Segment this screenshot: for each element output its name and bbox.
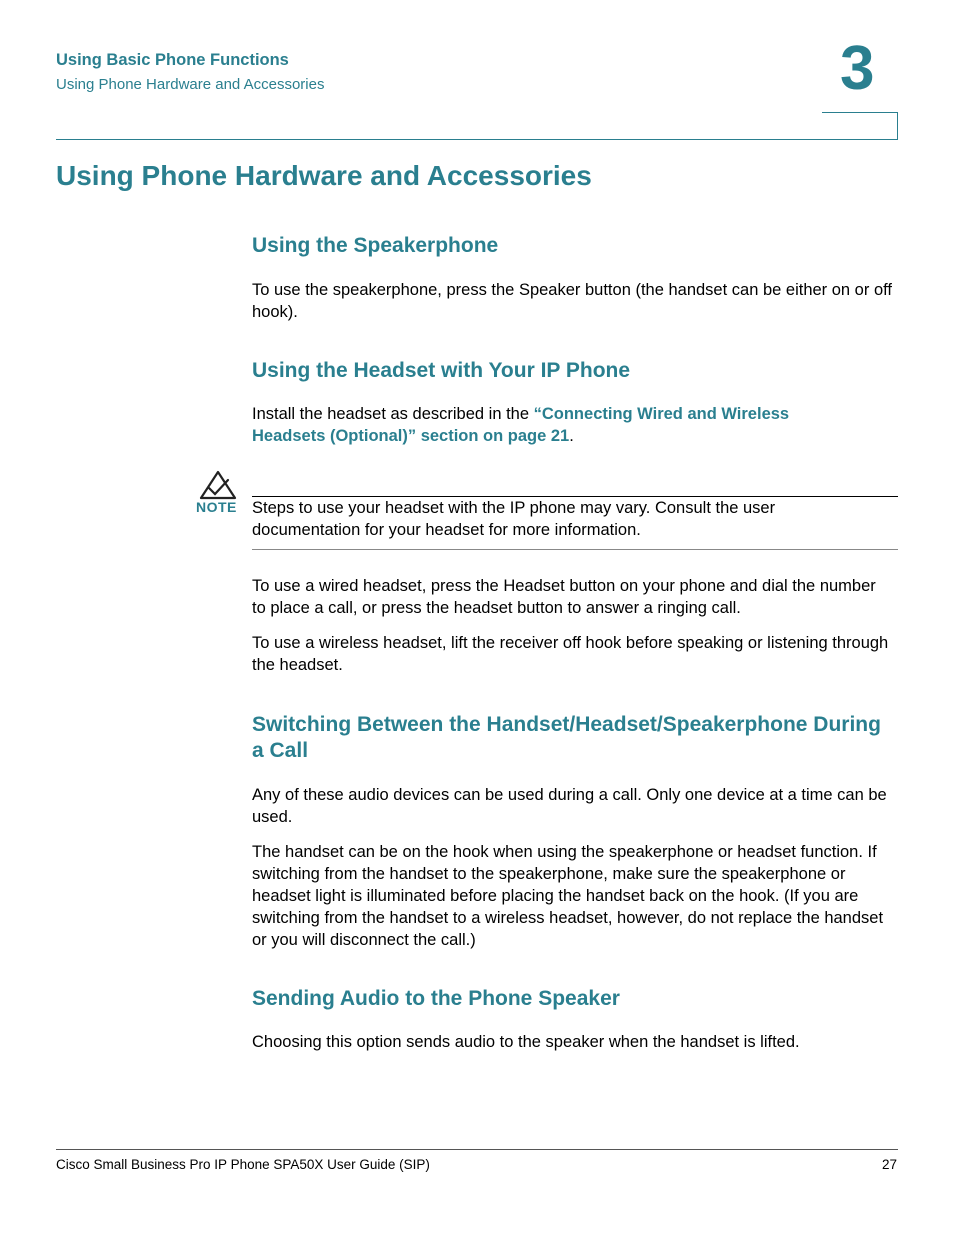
speaker-button-name: Speaker bbox=[518, 281, 581, 299]
chapter-number: 3 bbox=[840, 34, 875, 103]
heading-switching: Switching Between the Handset/Headset/Speakerphone During a Call bbox=[252, 713, 881, 762]
header-divider bbox=[56, 139, 898, 140]
heading-sending-audio: Sending Audio to the Phone Speaker bbox=[252, 987, 620, 1010]
paragraph-speakerphone: To use the speakerphone, press the Speaker button (the handset can be either on or off hook). bbox=[252, 281, 892, 321]
paragraph-switching-devices: Any of these audio devices can be used during a call. Only one device at a time can be used. bbox=[252, 786, 887, 826]
footer-guide-title: Cisco Small Business Pro IP Phone SPA50X User Guide (SIP) bbox=[56, 1157, 430, 1172]
page-title: Using Phone Hardware and Accessories bbox=[56, 160, 592, 191]
paragraph-wireless-headset: To use a wireless headset, lift the receiver off hook before speaking or listening through the headset. bbox=[252, 634, 889, 674]
chapter-tab-box bbox=[822, 112, 898, 140]
note-bottom-rule bbox=[252, 549, 898, 550]
paragraph-sending-audio: Choosing this option sends audio to the speaker when the handset is lifted. bbox=[252, 1033, 800, 1051]
running-header-section: Using Phone Hardware and Accessories bbox=[56, 76, 325, 93]
note-text: Steps to use your headset with the IP phone may vary. Consult the user documentation for your headset for more information. bbox=[252, 499, 776, 539]
paragraph-wired-headset: To use a wired headset, press the Headset button on your phone and dial the number to place a call, or press the headset button to answer a ringing call. bbox=[252, 577, 876, 617]
heading-speakerphone: Using the Speakerphone bbox=[252, 234, 499, 257]
footer-page-number: 27 bbox=[881, 1157, 897, 1172]
heading-headset: Using the Headset with Your IP Phone bbox=[252, 359, 631, 382]
footer-divider bbox=[56, 1149, 898, 1150]
cross-reference-link[interactable]: “Connecting Wired and Wireless Headsets (Optional)” section on page 21 bbox=[252, 405, 790, 445]
note-pencil-icon bbox=[197, 469, 239, 501]
paragraph-headset-install: Install the headset as described in the “Connecting Wired and Wireless Headsets (Optional)” section on page 21. bbox=[252, 405, 790, 445]
paragraph-switching-handset: The handset can be on the hook when using the speakerphone or headset function. If switching from the handset to the speakerphone, make sure the speakerphone or headset light is illuminated before placing the handset back on the hook. (If you are switching from the handset to a wireless headset, however, do not replace the handset or you will disconnect the call.) bbox=[252, 843, 884, 949]
running-header-chapter: Using Basic Phone Functions bbox=[56, 51, 289, 69]
note-label: NOTE bbox=[196, 499, 237, 515]
headset-button-name: Headset bbox=[503, 577, 565, 595]
